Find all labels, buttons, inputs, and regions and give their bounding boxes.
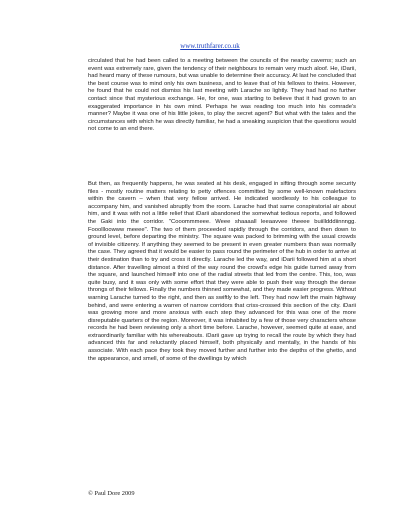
site-link[interactable]: www.truthfarer.co.uk (180, 42, 240, 50)
copyright-footer: © Paul Dore 2009 (88, 490, 135, 497)
body-paragraph-1: circulated that he had been called to a meeting between the councils of the nearby caverns; such an event was extremely rare, given the tendency of their neighbours to remain very much aloof. He, iDarii, had heard many of these rumours, but was unable to determine their accuracy. At last he concluded that the best course was to mind only his own business, and to leave that of his fellows to theirs. However, he found that he could not dismiss his last meeting with Larache so lightly. They had had no further contact since that mysterious exchange. He, for one, was starting to believe that it had grown to an exaggerated importance in his own mind. Perhaps he was reading too much into his comrade's manner? Maybe it was one of his little jokes, to play the secret agent? But what with the tales and the circumstances with which he was directly familiar, he had a sneaking suspicion that the questions would not come to an end there. (88, 58, 356, 133)
body-paragraph-2: But then, as frequently happens, he was seated at his desk, engaged in sifting through some security files - mostly routine matters relating to petty offences committed by some well-known malefactors within the cavern – when that very fellow arrived. He indicated wordlessly to his colleague to accompany him, and vanished abruptly from the room. Larache had that same conspiratorial air about him, and it was with not a little relief that iDarii abandoned the somewhat tedious reports, and followed the Gaki into the corridor. "Cooommmeee. Weee shaaaall leeaavvee theeee buiilldddiinnngg. Fooollloowww meeee". The two of them proceeded rapidly through the corridors, and then down to ground level, before departing the ministry. The square was packed to brimming with the usual crowds of invisible citizenry. If anything they seemed to be present in even greater numbers than was normally the case. They agreed that it would be easier to pass round the perimeter of the hub in order to arrive at their destination than to try and cross it directly. Larache led the way, and iDarii followed him at a short distance. After travelling almost a third of the way round the crowd's edge his guide turned away from the square, and launched himself into one of the radial streets that led from the centre. This, too, was quite busy, and it was only with some effort that they were able to push their way through the dense throngs of their fellows. Finally the numbers thinned somewhat, and they made easier progress. Without warning Larache turned to the right, and then as swiftly to the left. They had now left the main highway behind, and were entering a warren of narrow corridors that criss-crossed this section of the city. iDarii was growing more and more anxious with each step they advanced for this was one of the more disreputable quarters of the region. Moreover, it was inhabited by a few of those very characters whose records he had been reviewing only a short time before. Larache, however, seemed quite at ease, and extraordinarily familiar with his whereabouts. iDarii gave up trying to recall the route by which they had advanced this far and reluctantly placed himself, both physically and mentally, in the hands of his associate. With each pace they took they moved further and further into the depths of the ghetto, and the appearance, and smell, of some of the dwellings by which (88, 181, 356, 362)
